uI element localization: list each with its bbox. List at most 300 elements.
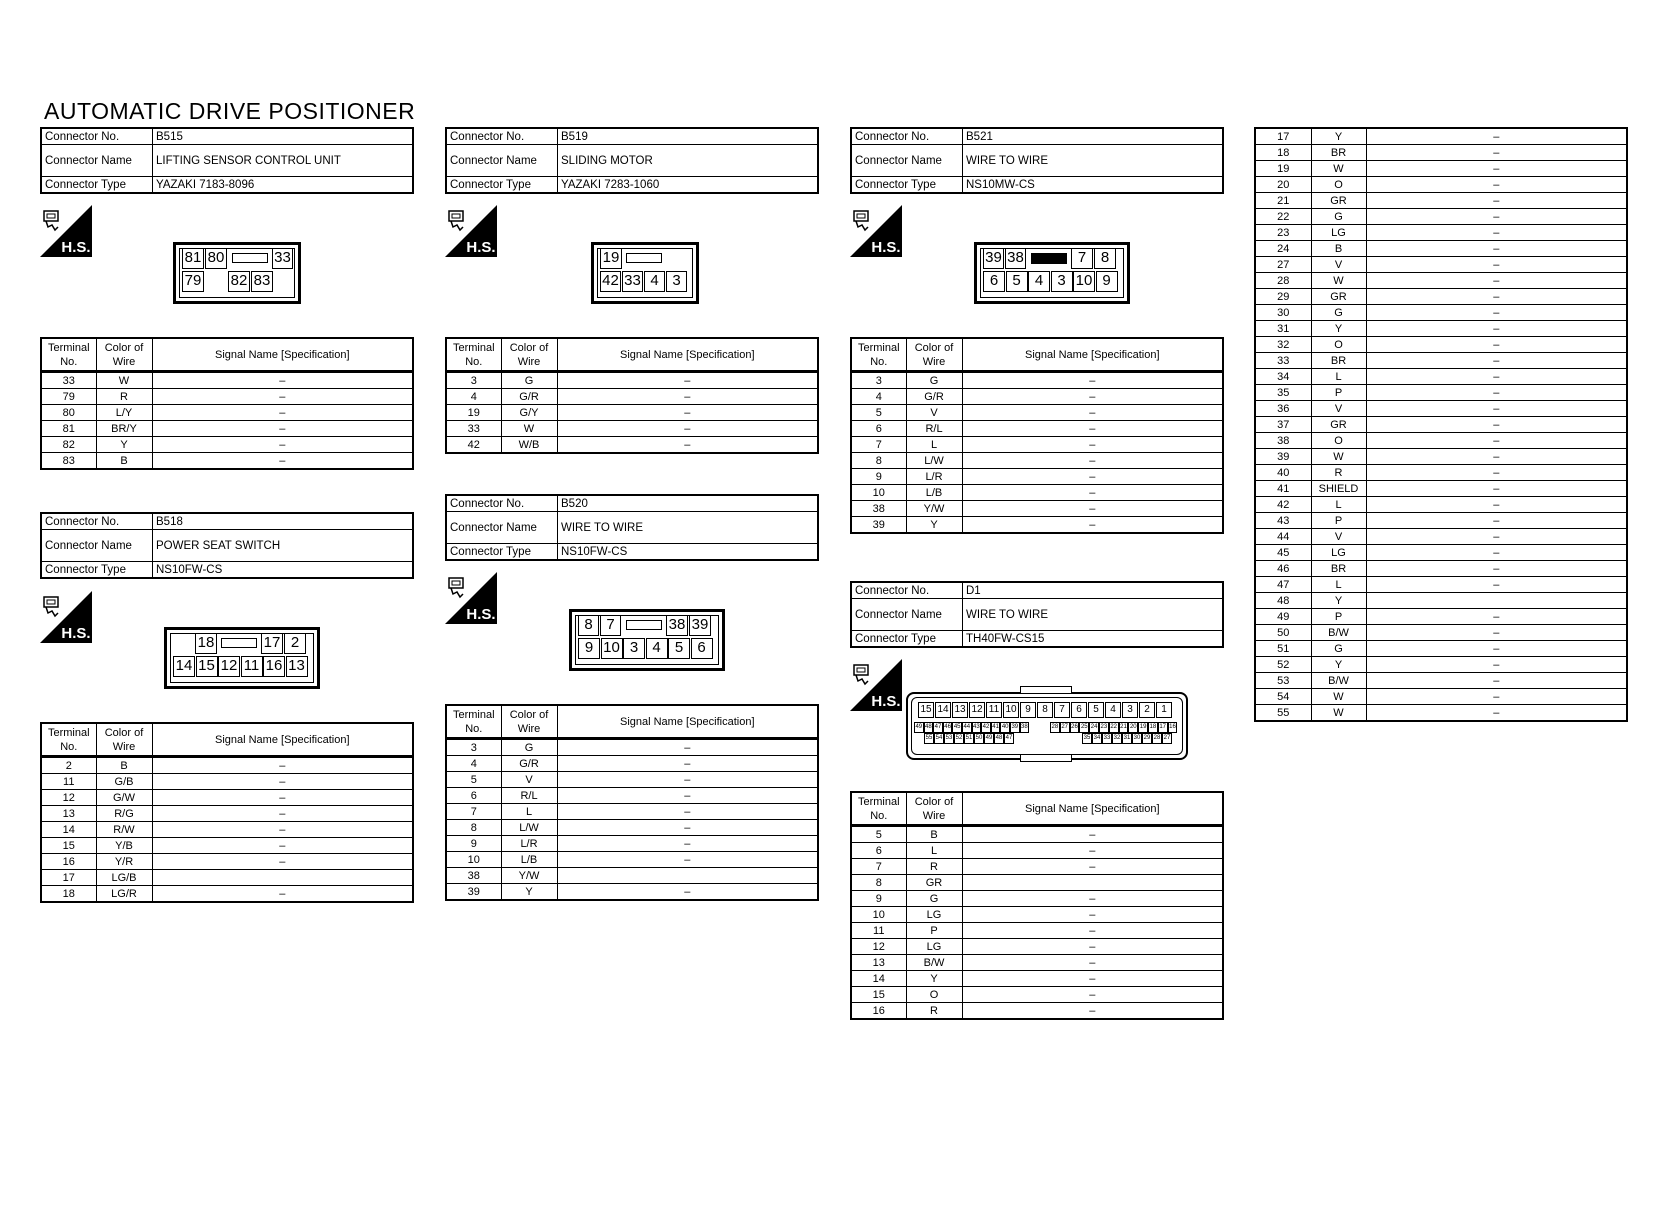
terminal-no-cell: 30	[1255, 305, 1311, 321]
header-signal-name: Signal Name [Specification]	[152, 338, 413, 372]
terminal-no-cell: 49	[1255, 609, 1311, 625]
wire-color-cell: L	[906, 437, 962, 453]
label-connector-type: Connector Type	[41, 562, 153, 579]
pin-label: 1	[1156, 702, 1172, 718]
wire-color-cell: L/R	[501, 836, 557, 852]
pin-label: 7	[600, 615, 621, 636]
pin-label: 9	[1096, 271, 1118, 292]
terminal-no-cell: 27	[1255, 257, 1311, 273]
pin-label: 11	[241, 656, 263, 677]
wire-color-cell: B/W	[1311, 673, 1366, 689]
header-signal-name: Signal Name [Specification]	[152, 723, 413, 757]
pin-label: 4	[1105, 702, 1121, 718]
terminal-no-cell: 83	[41, 453, 96, 470]
terminal-no-cell: 15	[41, 838, 96, 854]
table-row	[446, 372, 818, 389]
pin-label: 7	[1054, 702, 1070, 718]
wire-color-cell: G/R	[501, 389, 557, 405]
signal-name-cell	[962, 875, 1223, 891]
pin-label: 51	[964, 733, 974, 744]
table-row	[446, 739, 818, 756]
signal-name-cell: –	[1366, 641, 1627, 657]
wire-color-cell: R/L	[501, 788, 557, 804]
pin-label: 26	[1070, 722, 1080, 733]
label-connector-type: Connector Type	[446, 177, 558, 194]
pin-label: 29	[1142, 733, 1152, 744]
signal-name-cell: –	[962, 453, 1223, 469]
pin-label: 42	[600, 271, 621, 292]
pin-label: 40	[1000, 722, 1010, 733]
signal-name-cell: –	[962, 971, 1223, 987]
wire-color-cell: G	[906, 891, 962, 907]
table-row	[446, 820, 818, 836]
table-row	[1255, 545, 1627, 561]
table-row	[41, 822, 413, 838]
pin-label: 83	[251, 271, 273, 292]
signal-name-cell: –	[962, 405, 1223, 421]
terminal-no-cell: 39	[446, 884, 501, 901]
pin-label: 6	[691, 638, 713, 659]
connector-b521	[850, 127, 1224, 194]
signal-name-cell: –	[1366, 609, 1627, 625]
pin-label: 28	[1050, 722, 1060, 733]
table-row	[1255, 657, 1627, 673]
terminal-no-cell: 10	[851, 485, 906, 501]
wire-color-cell: BR/Y	[96, 421, 152, 437]
connector-face-b519	[591, 242, 699, 304]
wire-color-cell: L/B	[906, 485, 962, 501]
pin-label: 27	[1060, 722, 1070, 733]
wire-color-cell: L	[501, 804, 557, 820]
terminal-no-cell: 79	[41, 389, 96, 405]
signal-name-cell: –	[557, 437, 818, 454]
header-color-of-wire: Color of Wire	[906, 338, 962, 372]
hand-connector-icon	[850, 205, 902, 262]
wire-color-cell: SHIELD	[1311, 481, 1366, 497]
header-signal-name: Signal Name [Specification]	[557, 338, 818, 372]
wire-color-cell: Y	[1311, 657, 1366, 673]
table-row	[1255, 561, 1627, 577]
signal-name-cell: –	[1366, 289, 1627, 305]
wire-color-cell: GR	[906, 875, 962, 891]
table-row	[1255, 128, 1627, 145]
wire-color-cell: O	[906, 987, 962, 1003]
connector-name: WIRE TO WIRE	[558, 512, 819, 544]
terminal-no-cell: 38	[851, 501, 906, 517]
terminal-no-cell: 12	[851, 939, 906, 955]
connector-b515	[40, 127, 414, 194]
pin-label: 16	[1168, 722, 1178, 733]
signal-name-cell: –	[1366, 513, 1627, 529]
header-terminal-no: Terminal No.	[41, 723, 96, 757]
connector-no: B521	[963, 128, 1224, 145]
terminal-no-cell: 11	[41, 774, 96, 790]
wire-color-cell: G/B	[96, 774, 152, 790]
pin-label: 34	[1092, 733, 1102, 744]
header-color-of-wire: Color of Wire	[96, 338, 152, 372]
terminal-no-cell: 24	[1255, 241, 1311, 257]
terminal-no-cell: 42	[446, 437, 501, 454]
terminal-no-cell: 8	[851, 453, 906, 469]
table-row	[851, 875, 1223, 891]
terminal-no-cell: 33	[1255, 353, 1311, 369]
connector-key	[221, 638, 257, 648]
pin-label: 82	[228, 271, 250, 292]
signal-name-cell: –	[152, 774, 413, 790]
signal-name-cell: –	[1366, 241, 1627, 257]
terminal-no-cell: 9	[446, 836, 501, 852]
signal-name-cell: –	[152, 854, 413, 870]
signal-name-cell: –	[1366, 673, 1627, 689]
pin-label: 35	[1082, 733, 1092, 744]
terminal-table-b515	[40, 337, 414, 470]
table-row	[41, 421, 413, 437]
wire-color-cell: P	[1311, 513, 1366, 529]
signal-name-cell: –	[152, 389, 413, 405]
wire-color-cell: LG	[1311, 545, 1366, 561]
pin-label: 33	[272, 248, 293, 269]
table-row	[851, 971, 1223, 987]
connector-face-b520	[569, 609, 725, 671]
signal-name-cell: –	[152, 822, 413, 838]
label-connector-name: Connector Name	[851, 145, 963, 177]
signal-name-cell: –	[152, 421, 413, 437]
hand-connector-icon	[445, 572, 497, 629]
connector-type: NS10MW-CS	[963, 177, 1224, 194]
table-row	[851, 437, 1223, 453]
terminal-no-cell: 48	[1255, 593, 1311, 609]
signal-name-cell: –	[557, 739, 818, 756]
table-row	[41, 437, 413, 453]
table-row	[41, 838, 413, 854]
table-row	[41, 774, 413, 790]
pin-label: 9	[1020, 702, 1036, 718]
pin-label: 8	[578, 615, 599, 636]
signal-name-cell: –	[1366, 689, 1627, 705]
table-row	[851, 501, 1223, 517]
signal-name-cell: –	[1366, 128, 1627, 145]
table-row	[446, 804, 818, 820]
terminal-no-cell: 12	[41, 790, 96, 806]
wire-color-cell: L/R	[906, 469, 962, 485]
wire-color-cell: BR	[1311, 561, 1366, 577]
pin-label: 16	[263, 656, 285, 677]
pin-label: 11	[986, 702, 1002, 718]
connector-name: WIRE TO WIRE	[963, 599, 1224, 631]
wire-color-cell: BR	[1311, 353, 1366, 369]
signal-name-cell: –	[1366, 321, 1627, 337]
pin-label: 4	[644, 271, 665, 292]
terminal-no-cell: 50	[1255, 625, 1311, 641]
label-connector-name: Connector Name	[446, 145, 558, 177]
signal-name-cell: –	[1366, 193, 1627, 209]
table-row	[851, 453, 1223, 469]
terminal-table-d1-continued	[1254, 127, 1628, 722]
wire-color-cell: LG	[906, 907, 962, 923]
pin-label: 2	[1139, 702, 1155, 718]
table-row	[1255, 145, 1627, 161]
terminal-no-cell: 4	[446, 756, 501, 772]
terminal-no-cell: 51	[1255, 641, 1311, 657]
wire-color-cell: O	[1311, 337, 1366, 353]
table-row	[1255, 209, 1627, 225]
terminal-no-cell: 10	[446, 852, 501, 868]
table-row	[1255, 289, 1627, 305]
signal-name-cell: –	[962, 421, 1223, 437]
table-row	[41, 405, 413, 421]
wire-color-cell: B/W	[906, 955, 962, 971]
table-row	[41, 389, 413, 405]
connector-latch	[1020, 754, 1072, 762]
svg-text:H.S.: H.S.	[871, 239, 901, 256]
label-connector-no: Connector No.	[851, 582, 963, 599]
wire-color-cell: B	[96, 453, 152, 470]
pin-label: 46	[943, 722, 953, 733]
signal-name-cell: –	[962, 939, 1223, 955]
table-row	[1255, 225, 1627, 241]
pin-label: 30	[1132, 733, 1142, 744]
wire-color-cell: W	[96, 372, 152, 389]
table-row	[1255, 369, 1627, 385]
terminal-no-cell: 45	[1255, 545, 1311, 561]
wire-color-cell: O	[1311, 177, 1366, 193]
connector-b520	[445, 494, 819, 561]
header-color-of-wire: Color of Wire	[501, 705, 557, 739]
wire-color-cell: V	[1311, 257, 1366, 273]
pin-label: 18	[195, 633, 217, 654]
connector-face-d1	[906, 686, 1188, 762]
table-row	[851, 843, 1223, 859]
terminal-no-cell: 32	[1255, 337, 1311, 353]
wire-color-cell: G/Y	[501, 405, 557, 421]
table-row	[41, 372, 413, 389]
terminal-no-cell: 6	[446, 788, 501, 804]
table-row	[1255, 161, 1627, 177]
pin-label: 13	[286, 656, 308, 677]
connector-type: NS10FW-CS	[153, 562, 414, 579]
terminal-no-cell: 9	[851, 469, 906, 485]
signal-name-cell: –	[1366, 417, 1627, 433]
wire-color-cell: Y/W	[501, 868, 557, 884]
terminal-no-cell: 8	[446, 820, 501, 836]
table-row	[1255, 177, 1627, 193]
terminal-no-cell: 38	[1255, 433, 1311, 449]
wire-color-cell: G	[1311, 209, 1366, 225]
signal-name-cell: –	[1366, 209, 1627, 225]
wire-color-cell: V	[501, 772, 557, 788]
pin-label: 19	[1138, 722, 1148, 733]
table-row	[1255, 321, 1627, 337]
signal-name-cell: –	[962, 907, 1223, 923]
table-row	[851, 987, 1223, 1003]
terminal-no-cell: 6	[851, 843, 906, 859]
terminal-no-cell: 46	[1255, 561, 1311, 577]
pin-label: 2	[284, 633, 306, 654]
table-row	[41, 870, 413, 886]
wire-color-cell: Y	[501, 884, 557, 901]
pin-label: 4	[1028, 271, 1050, 292]
wire-color-cell: G	[1311, 305, 1366, 321]
pin-label: 3	[1051, 271, 1073, 292]
signal-name-cell: –	[152, 405, 413, 421]
table-row	[1255, 273, 1627, 289]
label-connector-no: Connector No.	[446, 495, 558, 512]
terminal-no-cell: 3	[446, 739, 501, 756]
wire-color-cell: W	[1311, 273, 1366, 289]
signal-name-cell: –	[1366, 225, 1627, 241]
label-connector-no: Connector No.	[851, 128, 963, 145]
table-row	[446, 852, 818, 868]
wire-color-cell: L	[1311, 369, 1366, 385]
connector-key	[1031, 253, 1067, 264]
header-terminal-no: Terminal No.	[851, 338, 906, 372]
terminal-no-cell: 82	[41, 437, 96, 453]
pin-label: 38	[1020, 722, 1030, 733]
terminal-no-cell: 3	[446, 372, 501, 389]
connector-d1	[850, 581, 1224, 648]
pin-label: 39	[1010, 722, 1020, 733]
wire-color-cell: GR	[1311, 193, 1366, 209]
pin-label: 43	[972, 722, 982, 733]
signal-name-cell: –	[1366, 369, 1627, 385]
signal-name-cell: –	[1366, 705, 1627, 722]
wire-color-cell: Y	[1311, 593, 1366, 609]
pin-label: 5	[1088, 702, 1104, 718]
connector-type: YAZAKI 7183-8096	[153, 177, 414, 194]
table-row	[851, 469, 1223, 485]
pin-label: 54	[934, 733, 944, 744]
table-row	[1255, 705, 1627, 722]
page-title: AUTOMATIC DRIVE POSITIONER	[44, 98, 416, 124]
terminal-no-cell: 38	[446, 868, 501, 884]
signal-name-cell: –	[962, 501, 1223, 517]
pin-label: 5	[1006, 271, 1028, 292]
pin-label: 52	[954, 733, 964, 744]
pin-label: 25	[1079, 722, 1089, 733]
signal-name-cell: –	[1366, 657, 1627, 673]
terminal-no-cell: 53	[1255, 673, 1311, 689]
label-connector-no: Connector No.	[446, 128, 558, 145]
signal-name-cell: –	[1366, 529, 1627, 545]
table-row	[1255, 305, 1627, 321]
pin-label: 21	[1119, 722, 1129, 733]
signal-name-cell: –	[1366, 273, 1627, 289]
signal-name-cell: –	[152, 372, 413, 389]
table-row	[446, 437, 818, 454]
table-row	[851, 485, 1223, 501]
table-row	[1255, 609, 1627, 625]
table-row	[446, 868, 818, 884]
connector-type: NS10FW-CS	[558, 544, 819, 561]
terminal-no-cell: 6	[851, 421, 906, 437]
hand-connector-icon	[445, 205, 497, 262]
wire-color-cell: Y/B	[96, 838, 152, 854]
connector-name: POWER SEAT SWITCH	[153, 530, 414, 562]
pin-label: 17	[261, 633, 283, 654]
wire-color-cell: W/B	[501, 437, 557, 454]
signal-name-cell: –	[1366, 401, 1627, 417]
connector-face-b515	[173, 242, 301, 304]
svg-text:H.S.: H.S.	[61, 625, 91, 642]
terminal-no-cell: 2	[41, 757, 96, 774]
pin-label: 8	[1037, 702, 1053, 718]
table-row	[41, 757, 413, 774]
signal-name-cell: –	[962, 891, 1223, 907]
wire-color-cell: G	[501, 372, 557, 389]
header-signal-name: Signal Name [Specification]	[962, 338, 1223, 372]
signal-name-cell: –	[1366, 545, 1627, 561]
pin-label: 17	[1158, 722, 1168, 733]
signal-name-cell: –	[152, 453, 413, 470]
pin-label: 33	[1102, 733, 1112, 744]
connector-no: D1	[963, 582, 1224, 599]
signal-name-cell: –	[1366, 145, 1627, 161]
terminal-no-cell: 19	[446, 405, 501, 421]
terminal-no-cell: 7	[851, 859, 906, 875]
connector-info-table	[40, 127, 414, 194]
pin-label: 49	[984, 733, 994, 744]
header-color-of-wire: Color of Wire	[96, 723, 152, 757]
pin-label: 23	[1099, 722, 1109, 733]
signal-name-cell	[1366, 593, 1627, 609]
table-row	[41, 790, 413, 806]
label-connector-name: Connector Name	[41, 530, 153, 562]
pin-label: 45	[952, 722, 962, 733]
terminal-no-cell: 28	[1255, 273, 1311, 289]
connector-key	[232, 253, 268, 263]
signal-name-cell: –	[557, 389, 818, 405]
wire-color-cell: L	[1311, 577, 1366, 593]
table-row	[851, 389, 1223, 405]
table-row	[1255, 497, 1627, 513]
signal-name-cell: –	[1366, 433, 1627, 449]
signal-name-cell: –	[962, 469, 1223, 485]
pin-label: 48	[994, 733, 1004, 744]
terminal-no-cell: 54	[1255, 689, 1311, 705]
terminal-no-cell: 40	[1255, 465, 1311, 481]
connector-type: TH40FW-CS15	[963, 631, 1224, 648]
signal-name-cell: –	[1366, 481, 1627, 497]
terminal-no-cell: 16	[851, 1003, 906, 1020]
connector-name: SLIDING MOTOR	[558, 145, 819, 177]
table-row	[41, 806, 413, 822]
label-connector-type: Connector Type	[851, 631, 963, 648]
terminal-no-cell: 37	[1255, 417, 1311, 433]
pin-label: 20	[1128, 722, 1138, 733]
pin-label: 3	[623, 638, 645, 659]
wire-color-cell: Y/W	[906, 501, 962, 517]
label-connector-type: Connector Type	[446, 544, 558, 561]
terminal-no-cell: 18	[41, 886, 96, 903]
terminal-no-cell: 39	[1255, 449, 1311, 465]
pin-label: 4	[646, 638, 668, 659]
table-row	[446, 836, 818, 852]
terminal-table-d1	[850, 791, 1224, 1020]
signal-name-cell: –	[962, 843, 1223, 859]
terminal-no-cell: 4	[851, 389, 906, 405]
terminal-no-cell: 47	[1255, 577, 1311, 593]
table-row	[446, 389, 818, 405]
pin-label: 27	[1162, 733, 1172, 744]
table-row	[851, 405, 1223, 421]
signal-name-cell: –	[557, 884, 818, 901]
terminal-no-cell: 19	[1255, 161, 1311, 177]
table-row	[851, 891, 1223, 907]
table-row	[1255, 385, 1627, 401]
table-row	[41, 453, 413, 470]
pin-label: 47	[933, 722, 943, 733]
terminal-no-cell: 52	[1255, 657, 1311, 673]
